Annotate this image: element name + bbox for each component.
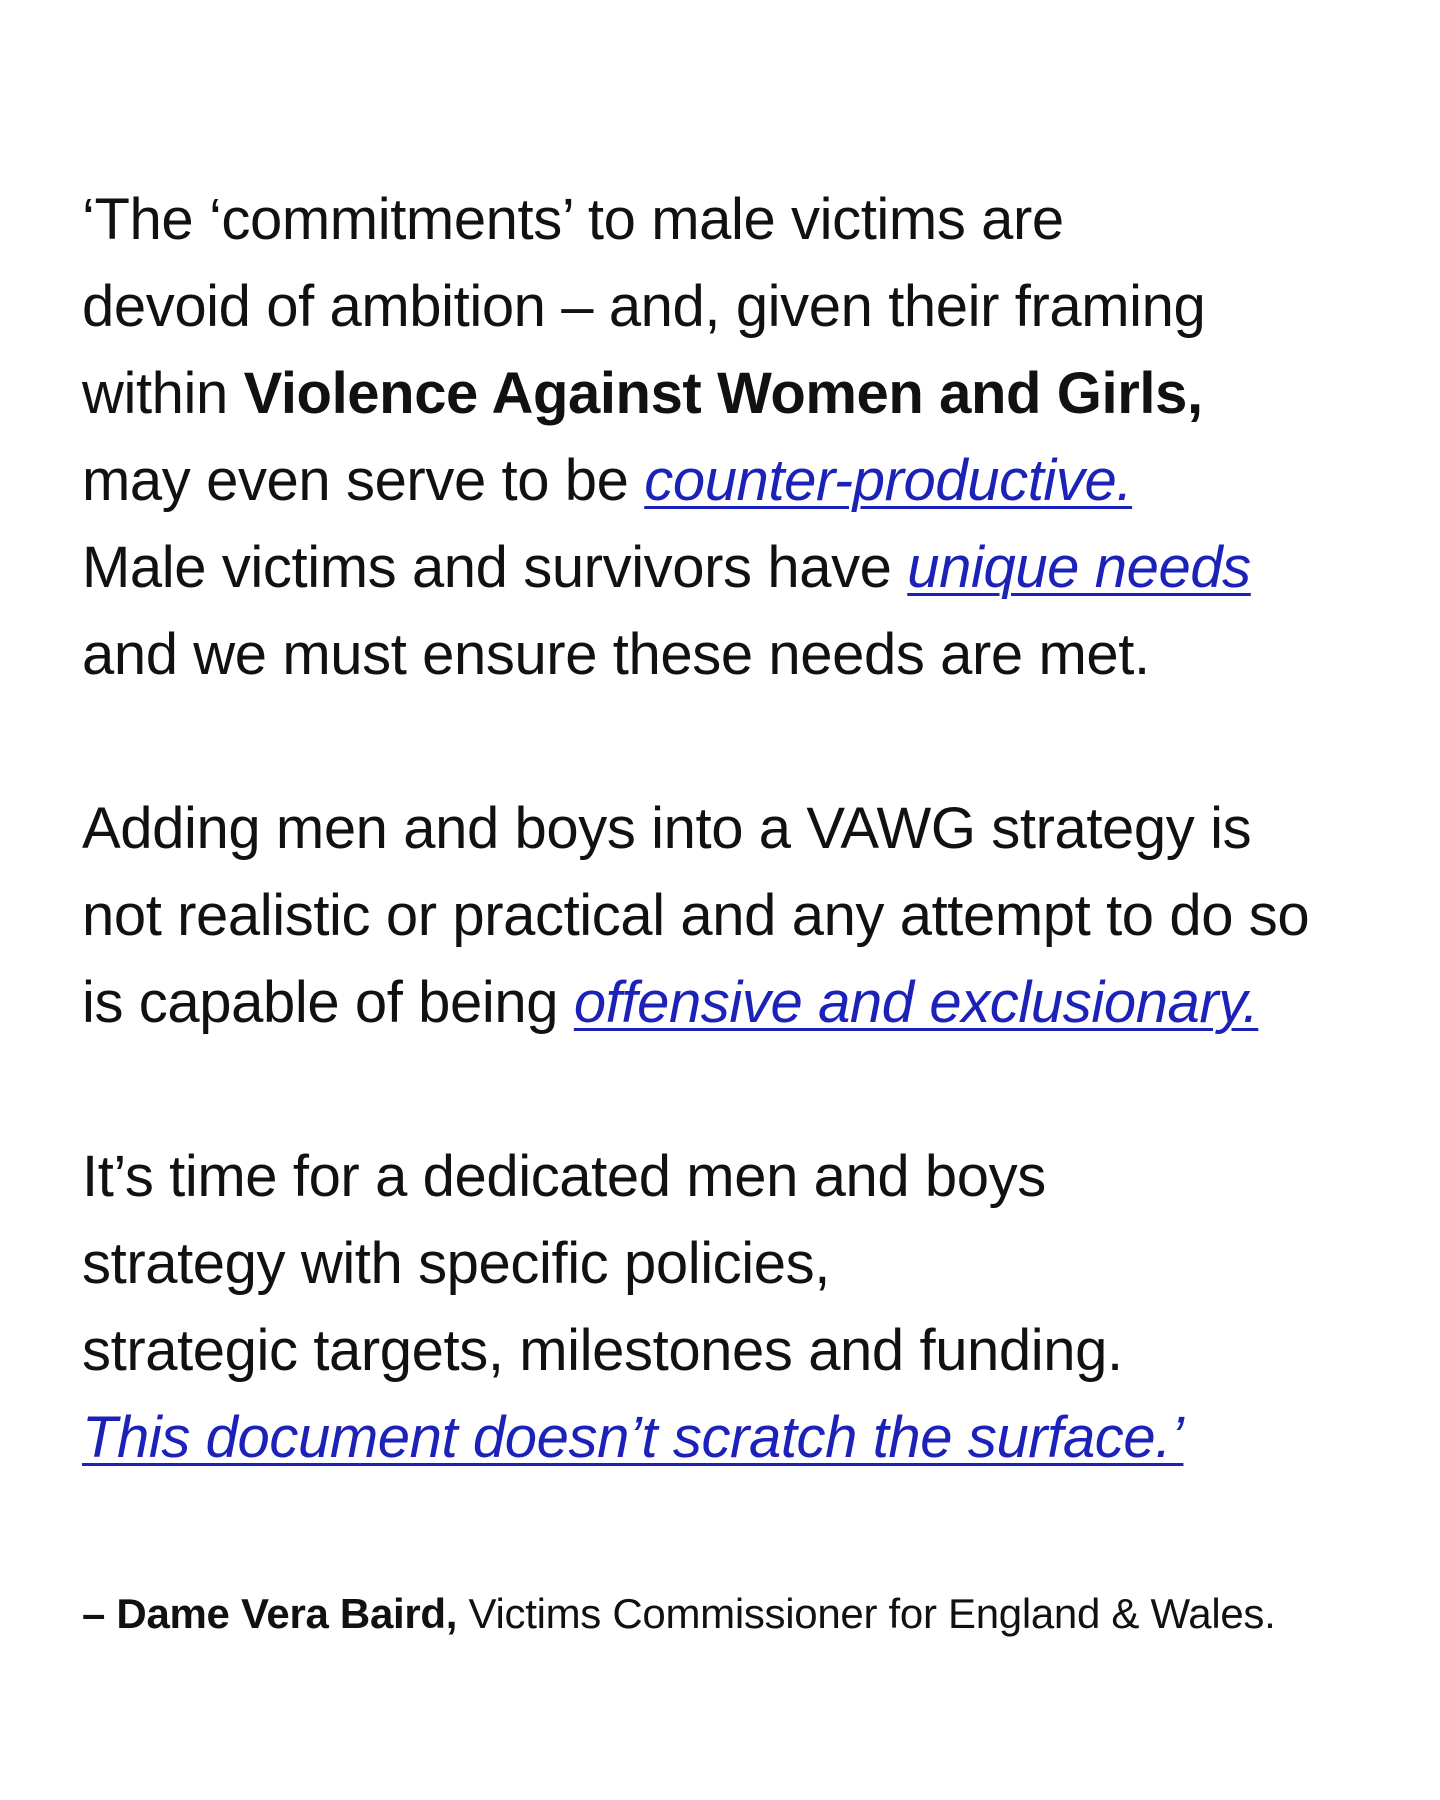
- quote-text: may even serve to be: [82, 448, 645, 513]
- quote-line: not realistic or practical and any attempt to do so: [82, 883, 1310, 948]
- quote-line: devoid of ambition – and, given their framing: [82, 274, 1206, 339]
- quote-line: strategy with specific policies,: [82, 1231, 830, 1296]
- attribution-name: – Dame Vera Baird,: [82, 1590, 458, 1637]
- quote-line: Adding men and boys into a VAWG strategy is: [82, 796, 1252, 861]
- attribution-role: Victims Commissioner for England & Wales.: [457, 1590, 1276, 1637]
- attribution: [82, 1586, 1276, 1642]
- quote-line: [82, 437, 1382, 524]
- quote-line: [82, 1394, 1382, 1481]
- scratch-surface-link[interactable]: This document doesn’t scratch the surface.’: [82, 1405, 1184, 1470]
- quote-line: ‘The ‘commitments’ to male victims are: [82, 187, 1064, 252]
- quote-text: is capable of being: [82, 970, 574, 1035]
- quote-line: strategic targets, milestones and funding.: [82, 1318, 1123, 1383]
- quote-line: [82, 350, 1382, 437]
- quote-paragraph-3: [82, 1133, 1382, 1481]
- offensive-exclusionary-link[interactable]: offensive and exclusionary.: [573, 970, 1259, 1035]
- quote-line: [82, 524, 1382, 611]
- quote-line: [82, 959, 1382, 1046]
- quote-line: It’s time for a dedicated men and boys: [82, 1144, 1046, 1209]
- quote-text: within: [82, 361, 244, 426]
- counter-productive-link[interactable]: counter-productive.: [644, 448, 1133, 513]
- unique-needs-link[interactable]: unique needs: [907, 535, 1251, 600]
- vawg-emphasis: Violence Against Women and Girls,: [243, 361, 1203, 426]
- quote-text: Male victims and survivors have: [82, 535, 908, 600]
- quote-paragraph-2: [82, 785, 1382, 1046]
- quote-block: [82, 176, 1382, 1481]
- quote-paragraph-1: [82, 176, 1382, 698]
- quote-line: and we must ensure these needs are met.: [82, 622, 1150, 687]
